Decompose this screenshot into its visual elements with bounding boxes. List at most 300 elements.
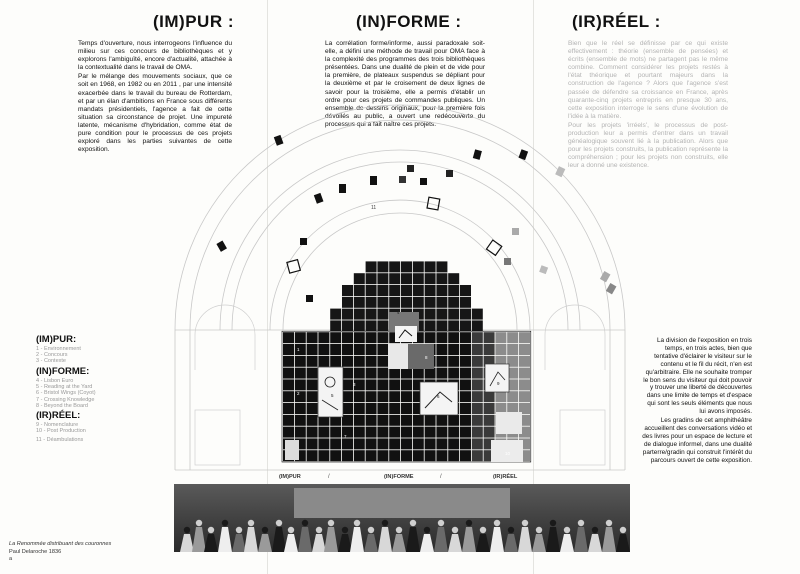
grid-cell	[436, 273, 447, 284]
division-paragraph: Les gradins de cet amphithéâtre accueillent des conversations vidéo et des livres pour un espace de lecture et de dialogue informel, dans une dualité parterre/gradin qui construit l'intérêt du parcours ouvert de cette exposition.	[642, 417, 752, 464]
plan-number-10: 10	[505, 451, 511, 456]
grid-cell	[307, 356, 318, 367]
grid-cell	[283, 427, 294, 438]
grid-cell	[472, 368, 483, 379]
plan-number-2: 2	[297, 391, 300, 396]
painting-figure-head	[276, 520, 282, 526]
grid-cell	[460, 415, 471, 426]
axis-label-irreel: (IR)RÉEL	[493, 474, 518, 480]
heading-irreel: (IR)RÉEL :	[572, 12, 661, 31]
board-1-light	[285, 440, 299, 460]
grid-cell	[354, 438, 365, 449]
grid-cell	[401, 297, 412, 308]
grid-cell	[448, 450, 459, 461]
grid-cell	[283, 368, 294, 379]
grid-cell	[472, 415, 483, 426]
grid-cell	[507, 391, 518, 402]
painting-figure-head	[606, 520, 612, 526]
painting-figure-head	[438, 520, 444, 526]
case-dark	[407, 165, 414, 172]
grid-cell	[366, 285, 377, 296]
grid-cell	[389, 403, 400, 414]
grid-cell	[425, 450, 436, 461]
legend-title: (IN)FORME:	[36, 366, 90, 377]
case-grey	[606, 283, 617, 294]
grid-cell	[401, 415, 412, 426]
grid-cell	[295, 368, 306, 379]
case-outline	[287, 260, 300, 273]
grid-cell	[484, 391, 495, 402]
case-grey	[512, 228, 519, 235]
grid-cell	[436, 450, 447, 461]
informe-paragraph: La corrélation forme/informe, aussi paradoxale soit-elle, a défini une méthode de travail pour OMA face à la complexité des programmes des trois bibliothèques présentées. Dans une dualité de plein et de vide pour la première, de plateaux suspendus se dépliant pour la deuxième et par le croisement de deux lignes de savoir pour la troisième, elle a permis d'établir un ordre pour ces projets de commandes publiques. Un ensemble de dessins originaux, pour la première fois dévoilés au public, a ouvert une redécouverte du processus qui a fait naître ces projets.	[325, 40, 485, 128]
heading-impur: (IM)PUR :	[153, 12, 234, 31]
grid-cell	[295, 356, 306, 367]
case-grey	[504, 258, 511, 265]
grid-cell	[425, 320, 436, 331]
grid-cell	[472, 379, 483, 390]
grid-cell	[460, 427, 471, 438]
grid-cell	[354, 356, 365, 367]
case-dark	[216, 241, 227, 252]
grid-cell	[413, 273, 424, 284]
grid-cell	[389, 438, 400, 449]
painting-figure-head	[452, 527, 458, 533]
grid-cell	[519, 344, 530, 355]
grid-cell	[283, 344, 294, 355]
grid-cell	[342, 332, 353, 343]
legend-item: 5 - Reading at the Yard	[36, 384, 93, 391]
board-9	[485, 364, 509, 392]
grid-cell	[519, 368, 530, 379]
grid-cell	[472, 391, 483, 402]
grid-cell	[318, 450, 329, 461]
grid-cell	[366, 403, 377, 414]
grid-cell	[354, 391, 365, 402]
grid-cell	[436, 368, 447, 379]
grid-cell	[389, 285, 400, 296]
painting-figure-head	[480, 527, 486, 533]
division-paragraph: La division de l'exposition en trois temps, en trois actes, bien que tentative d'éclairer le visiteur sur le contenu et le fil du récit, n'en est qu'arbitraire. Elle ne souhaite tromper le bon sens du visiteur qui doit pouvoir y trouver une liberté de découvertes dans une limite de temps et d'espace qui sont les seuls éléments que nous lui avons imposés.	[643, 337, 752, 416]
grid-cell	[472, 438, 483, 449]
case-dark	[518, 149, 528, 160]
grid-cell	[295, 403, 306, 414]
grid-cell	[307, 391, 318, 402]
painting-figure-head	[578, 520, 584, 526]
grid-cell	[377, 368, 388, 379]
grid-cell	[460, 297, 471, 308]
grid-cell	[342, 450, 353, 461]
grid-cell	[389, 379, 400, 390]
grid-cell	[401, 273, 412, 284]
legend-item: 6 - Bristol Wings (Coyot)	[36, 390, 96, 397]
grid-cell	[366, 379, 377, 390]
grid-cell	[377, 415, 388, 426]
grid-cell	[425, 261, 436, 272]
grid-cell	[436, 415, 447, 426]
grid-cell	[307, 438, 318, 449]
legend-extra	[36, 437, 83, 443]
painting-figure-head	[592, 527, 598, 533]
grid-cell	[425, 297, 436, 308]
grid-cell	[448, 415, 459, 426]
case-outline	[486, 240, 501, 255]
grid-cell	[389, 297, 400, 308]
grid-cell	[330, 332, 341, 343]
case-grey	[539, 265, 548, 274]
legend-irreel	[36, 411, 86, 434]
grid-cell	[495, 391, 506, 402]
grid-cell	[366, 344, 377, 355]
legend-item: 8 - Beyond the Board	[36, 402, 88, 409]
painting-figure-head	[536, 527, 542, 533]
grid-cell	[366, 273, 377, 284]
grid-cell	[389, 391, 400, 402]
grid-cell	[377, 427, 388, 438]
grid-cell	[436, 438, 447, 449]
grid-cell	[354, 344, 365, 355]
grid-cell	[377, 273, 388, 284]
grid-cell	[307, 415, 318, 426]
grid-cell	[519, 356, 530, 367]
grid-cell	[460, 309, 471, 320]
grid-cell	[460, 320, 471, 331]
grid-cell	[330, 309, 341, 320]
grid-cell	[330, 427, 341, 438]
grid-cell	[318, 344, 329, 355]
painting-figure-head	[328, 520, 334, 526]
grid-cell	[460, 450, 471, 461]
painting-figure-head	[248, 520, 254, 526]
grid-cell	[401, 285, 412, 296]
grid-cell	[436, 356, 447, 367]
case-dark	[306, 295, 313, 302]
grid-cell	[307, 403, 318, 414]
grid-cell	[413, 297, 424, 308]
grid-cell	[401, 391, 412, 402]
painting-figure-head	[550, 520, 556, 526]
grid-cell	[330, 344, 341, 355]
grid-cell	[342, 320, 353, 331]
grid-cell	[519, 391, 530, 402]
plan-number-5: 5	[331, 393, 334, 398]
board-4-inner	[395, 326, 417, 342]
painting-figure-head	[196, 520, 202, 526]
grid-cell	[366, 427, 377, 438]
grid-cell	[354, 450, 365, 461]
grid-cell	[460, 356, 471, 367]
grid-cell	[377, 391, 388, 402]
grid-cell	[460, 403, 471, 414]
grid-cell	[342, 285, 353, 296]
grid-cell	[448, 273, 459, 284]
grid-cell	[342, 297, 353, 308]
legend-item: 2 - Concours	[36, 352, 68, 359]
grid-cell	[460, 438, 471, 449]
grid-cell	[377, 332, 388, 343]
painting-figure-head	[316, 527, 322, 533]
painting-figure-head	[564, 527, 570, 533]
axis-label-impur: (IM)PUR	[279, 474, 301, 480]
grid-cell	[295, 379, 306, 390]
grid-cell	[460, 285, 471, 296]
painting-figure-head	[302, 520, 308, 526]
legend-item: 1 - Environnement	[36, 346, 81, 352]
plan-number-3: 3	[353, 382, 356, 387]
grid-cell	[342, 356, 353, 367]
legend-title: (IR)RÉEL:	[36, 410, 81, 421]
grid-cell	[342, 309, 353, 320]
painting-figure-head	[342, 527, 348, 533]
case-dark	[370, 176, 377, 185]
grid-cell	[425, 273, 436, 284]
grid-cell	[295, 332, 306, 343]
grid-cell	[354, 403, 365, 414]
legend-item: 7 - Crossing Knowledge	[36, 396, 95, 403]
grid-cell	[413, 438, 424, 449]
grid-cell	[295, 415, 306, 426]
grid-cell	[377, 450, 388, 461]
painting-figure-head	[466, 520, 472, 526]
grid-cell	[401, 368, 412, 379]
grid-cell	[318, 356, 329, 367]
board-8-light	[388, 344, 408, 369]
grid-cell	[413, 450, 424, 461]
axis-separator: /	[440, 474, 442, 480]
painting-strip	[174, 484, 630, 552]
painting-figure-head	[208, 527, 214, 533]
grid-cell	[283, 403, 294, 414]
axis-label-informe: (IN)FORME	[384, 474, 414, 480]
impur-paragraph: Temps d'ouverture, nous interrogeons l'influence du milieu sur ces concours de bibliothèques et y explorons l'ambiguïté, encore d'actualité, attachée à la contextualité dans le travail de OMA.	[78, 40, 232, 72]
grid-cell	[377, 309, 388, 320]
grid-cell	[448, 320, 459, 331]
grid-cell	[472, 309, 483, 320]
grid-cell	[472, 320, 483, 331]
grid-cell	[436, 332, 447, 343]
heading-informe: (IN)FORME :	[356, 12, 462, 31]
grid-cell	[330, 450, 341, 461]
painting-figure-head	[222, 520, 228, 526]
board-5	[318, 367, 343, 417]
grid-cell	[342, 438, 353, 449]
painting-figure-head	[410, 520, 416, 526]
grid-cell	[507, 332, 518, 343]
grid-cell	[366, 309, 377, 320]
grid-cell	[377, 261, 388, 272]
grid-cell	[366, 356, 377, 367]
grid-cell	[413, 415, 424, 426]
case-dark	[339, 184, 346, 193]
grid-cell	[472, 356, 483, 367]
painting-figure-head	[262, 527, 268, 533]
grid-cell	[495, 344, 506, 355]
grid-cell	[472, 427, 483, 438]
grid-cell	[318, 332, 329, 343]
grid-cell	[413, 427, 424, 438]
plan-number-1: 1	[297, 347, 300, 352]
painting-figure-head	[522, 520, 528, 526]
grid-cell	[307, 427, 318, 438]
division-text	[640, 337, 752, 466]
grid-cell	[472, 332, 483, 343]
grid-cell	[354, 309, 365, 320]
grid-cell	[342, 344, 353, 355]
grid-cell	[366, 297, 377, 308]
grid-cell	[366, 320, 377, 331]
grid-cell	[401, 438, 412, 449]
painting-caption	[9, 541, 111, 564]
grid-cell	[413, 368, 424, 379]
grid-cell	[448, 297, 459, 308]
painting-figure-head	[354, 520, 360, 526]
case-dark	[446, 170, 453, 177]
grid-cell	[389, 415, 400, 426]
case-dark	[300, 238, 307, 245]
grid-cell	[342, 415, 353, 426]
grid-cell	[377, 297, 388, 308]
grid-cell	[307, 450, 318, 461]
grid-cell	[448, 368, 459, 379]
grid-cell	[436, 261, 447, 272]
grid-cell	[425, 415, 436, 426]
grid-cell	[377, 285, 388, 296]
grid-cell	[484, 344, 495, 355]
legend-item: 11 - Déambulations	[36, 437, 84, 443]
plan-number-7: 7	[344, 434, 347, 439]
grid-cell	[377, 356, 388, 367]
grid-cell	[354, 427, 365, 438]
grid-cell	[366, 332, 377, 343]
grid-cell	[389, 450, 400, 461]
caption-author: Paul Delaroche 1836	[9, 548, 62, 555]
case-dark	[314, 193, 324, 204]
legend-item: 4 - Lisbon Euro	[36, 378, 74, 384]
grid-cell	[342, 379, 353, 390]
grid-cell	[283, 356, 294, 367]
grid-cell	[389, 368, 400, 379]
irreel-paragraph: Pour les projets 'irréels', le processus de post-production leur a permis d'entrer dans un travail généalogique souvent lié à la publication. Alors que pour les projets construits, la publication représente la compréhension ; pour les projets non construits, elle leur a donné une existence.	[568, 121, 728, 170]
grid-cell	[425, 285, 436, 296]
case-dark	[420, 178, 427, 185]
grid-cell	[354, 297, 365, 308]
painting-figure-head	[424, 527, 430, 533]
painting-figure-head	[236, 527, 242, 533]
grid-cell	[436, 320, 447, 331]
grid-cell	[436, 285, 447, 296]
grid-cell	[448, 438, 459, 449]
grid-cell	[448, 285, 459, 296]
painting-figure-head	[620, 527, 626, 533]
grid-cell	[354, 368, 365, 379]
grid-cell	[519, 379, 530, 390]
grid-cell	[377, 344, 388, 355]
plan-number-11: 11	[371, 205, 377, 211]
painting-figure-head	[396, 527, 402, 533]
grid-cell	[307, 344, 318, 355]
legend-informe	[36, 367, 96, 409]
grid-cell	[283, 332, 294, 343]
grid-cell	[389, 427, 400, 438]
grid-cell	[354, 415, 365, 426]
case-dark	[399, 176, 406, 183]
grid-cell	[366, 391, 377, 402]
grid-cell	[460, 344, 471, 355]
axis-separator: /	[328, 474, 330, 480]
grid-cell	[448, 332, 459, 343]
grid-cell	[366, 368, 377, 379]
grid-cell	[342, 368, 353, 379]
grid-cell	[366, 450, 377, 461]
grid-cell	[436, 297, 447, 308]
grid-cell	[366, 261, 377, 272]
grid-cell	[401, 427, 412, 438]
legend-title: (IM)PUR:	[36, 334, 77, 345]
impur-paragraph: Par le mélange des mouvements sociaux, que ce soit en 1968, en 1982 ou en 2011 , par une intensité exacerbée dans le travail du bureau de Rotterdam, et par un élan d'ambitions en France sous différents mandats présidentiels, l'agence a fait de cette situation sa circonstance de projet. Une impureté latente, mécanisme d'hybridation, comme état de pure condition pour le processus de ces projets exploré dans les parties suivantes de cette exposition.	[78, 73, 232, 154]
case-dark	[274, 135, 284, 146]
grid-cell	[436, 427, 447, 438]
grid-cell	[283, 415, 294, 426]
grid-cell	[342, 391, 353, 402]
grid-cell	[389, 261, 400, 272]
grid-cell	[330, 320, 341, 331]
grid-cell	[413, 261, 424, 272]
grid-cell	[472, 344, 483, 355]
board-3-light	[496, 412, 522, 434]
grid-cell	[330, 438, 341, 449]
grid-cell	[413, 285, 424, 296]
grid-cell	[401, 261, 412, 272]
grid-cell	[318, 427, 329, 438]
grid-cell	[460, 368, 471, 379]
grid-cell	[330, 356, 341, 367]
grid-cell	[401, 379, 412, 390]
painting-figure-head	[368, 527, 374, 533]
grid-cell	[354, 285, 365, 296]
grid-cell	[460, 391, 471, 402]
grid-cell	[366, 438, 377, 449]
grid-cell	[318, 438, 329, 449]
grid-cell	[448, 427, 459, 438]
grid-cell	[307, 368, 318, 379]
plan-number-4: 4	[397, 310, 400, 315]
grid-cell	[460, 332, 471, 343]
grid-cell	[366, 415, 377, 426]
grid-cell	[425, 427, 436, 438]
grid-cell	[377, 438, 388, 449]
grid-cell	[354, 320, 365, 331]
grid-cell	[448, 344, 459, 355]
painting-figure-head	[508, 527, 514, 533]
legend-item: 3 - Contexte	[36, 358, 66, 365]
grid-cell	[401, 403, 412, 414]
grid-cell	[436, 309, 447, 320]
grid-cell	[425, 309, 436, 320]
caption-title: La Renommée distribuant des couronnes	[9, 541, 112, 547]
grid-cell	[484, 427, 495, 438]
grid-cell	[448, 356, 459, 367]
grid-cell	[519, 332, 530, 343]
grid-cell	[484, 415, 495, 426]
grid-cell	[425, 438, 436, 449]
painting-figure-head	[494, 520, 500, 526]
grid-cell	[484, 403, 495, 414]
case-grey	[600, 271, 611, 282]
grid-cell	[377, 379, 388, 390]
legend-item: 10 - Post Production	[36, 428, 86, 435]
plan-number-8: 8	[425, 355, 428, 360]
grid-cell	[507, 344, 518, 355]
